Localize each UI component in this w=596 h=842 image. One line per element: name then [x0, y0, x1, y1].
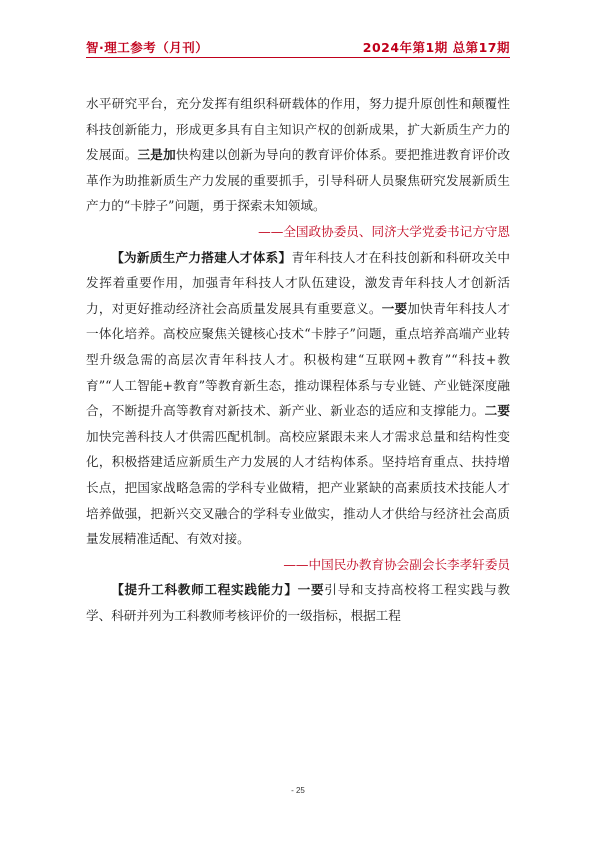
- bold-marker: 三是加: [137, 147, 177, 163]
- paragraph-continued: [86, 91, 510, 219]
- page-number: - 25: [291, 786, 305, 795]
- section-heading: 【提升工科教师工程实践能力】: [111, 582, 298, 598]
- bold-marker: 二要: [484, 403, 511, 419]
- signature-fang: ——全国政协委员、同济大学党委书记方守恩: [258, 223, 510, 239]
- paragraph-text: 加快青年科技人才一体化培养。高校应聚焦关键核心技术“卡脖子”问题，重点培养高端产业转型升级急需的高层次青年科技人才。积极构建“互联网+教育”“科技+教育”“人工智能+教育”等教育新生态，推动课程体系与专业链、产业链深度融合，不断提升高等教育对新技术、新产业、新业态的适应和支撑能力。: [86, 300, 511, 419]
- paragraph-text: 青年科技人才在科技创新和科研攻关中发挥着重要作用，加强青年科技人才队伍建设，激发青年科技人才创新活力，对更好推动经济社会高质量发展具有重要意义。: [86, 249, 511, 316]
- bold-marker: 一要: [297, 582, 325, 598]
- paragraph-text: 加快完善科技人才供需匹配机制。高校应紧跟未来人才需求总量和结构性变化，积极搭建适应新质生产力发展的人才结构体系。坚持培育重点、扶持增长点，把国家战略急需的学科专业做精，把产业紧缺的高素质技术技能人才培养做强，把新兴交叉融合的学科专业做实，推动人才供给与经济社会高质量发展精准适配、有效对接。: [86, 428, 510, 547]
- paragraph-engineering-practice: [86, 577, 510, 628]
- paragraph-text: 水平研究平台，充分发挥有组织科研载体的作用，努力提升原创性和颠覆性科技创新能力，形成更多具有自主知识产权的创新成果，扩大新质生产力的发展面。: [86, 96, 510, 163]
- signature-li: ——中国民办教育协会副会长李孝轩委员: [283, 556, 510, 572]
- page-header: [86, 38, 510, 56]
- issue-info: 2024年第1期 总第17期: [362, 40, 510, 55]
- paragraph-talent-system: [86, 245, 510, 552]
- section-heading: 【为新质生产力搭建人才体系】: [111, 249, 292, 265]
- article-body: [86, 91, 510, 628]
- bold-marker: 一要: [381, 300, 408, 316]
- paragraph-text: 引导和支持高校将工程实践与教学、科研并列为工科教师考核评价的一级指标，根据工程: [86, 582, 511, 623]
- header-rule: [86, 57, 510, 58]
- journal-title: 智·理工参考（月刊）: [86, 40, 209, 55]
- paragraph-text: 快构建以创新为导向的教育评价体系。要把推进教育评价改革作为助推新质生产力发展的重要抓手，引导科研人员聚焦研究发展新质生产力的“卡脖子”问题，勇于探索未知领域。: [86, 147, 511, 214]
